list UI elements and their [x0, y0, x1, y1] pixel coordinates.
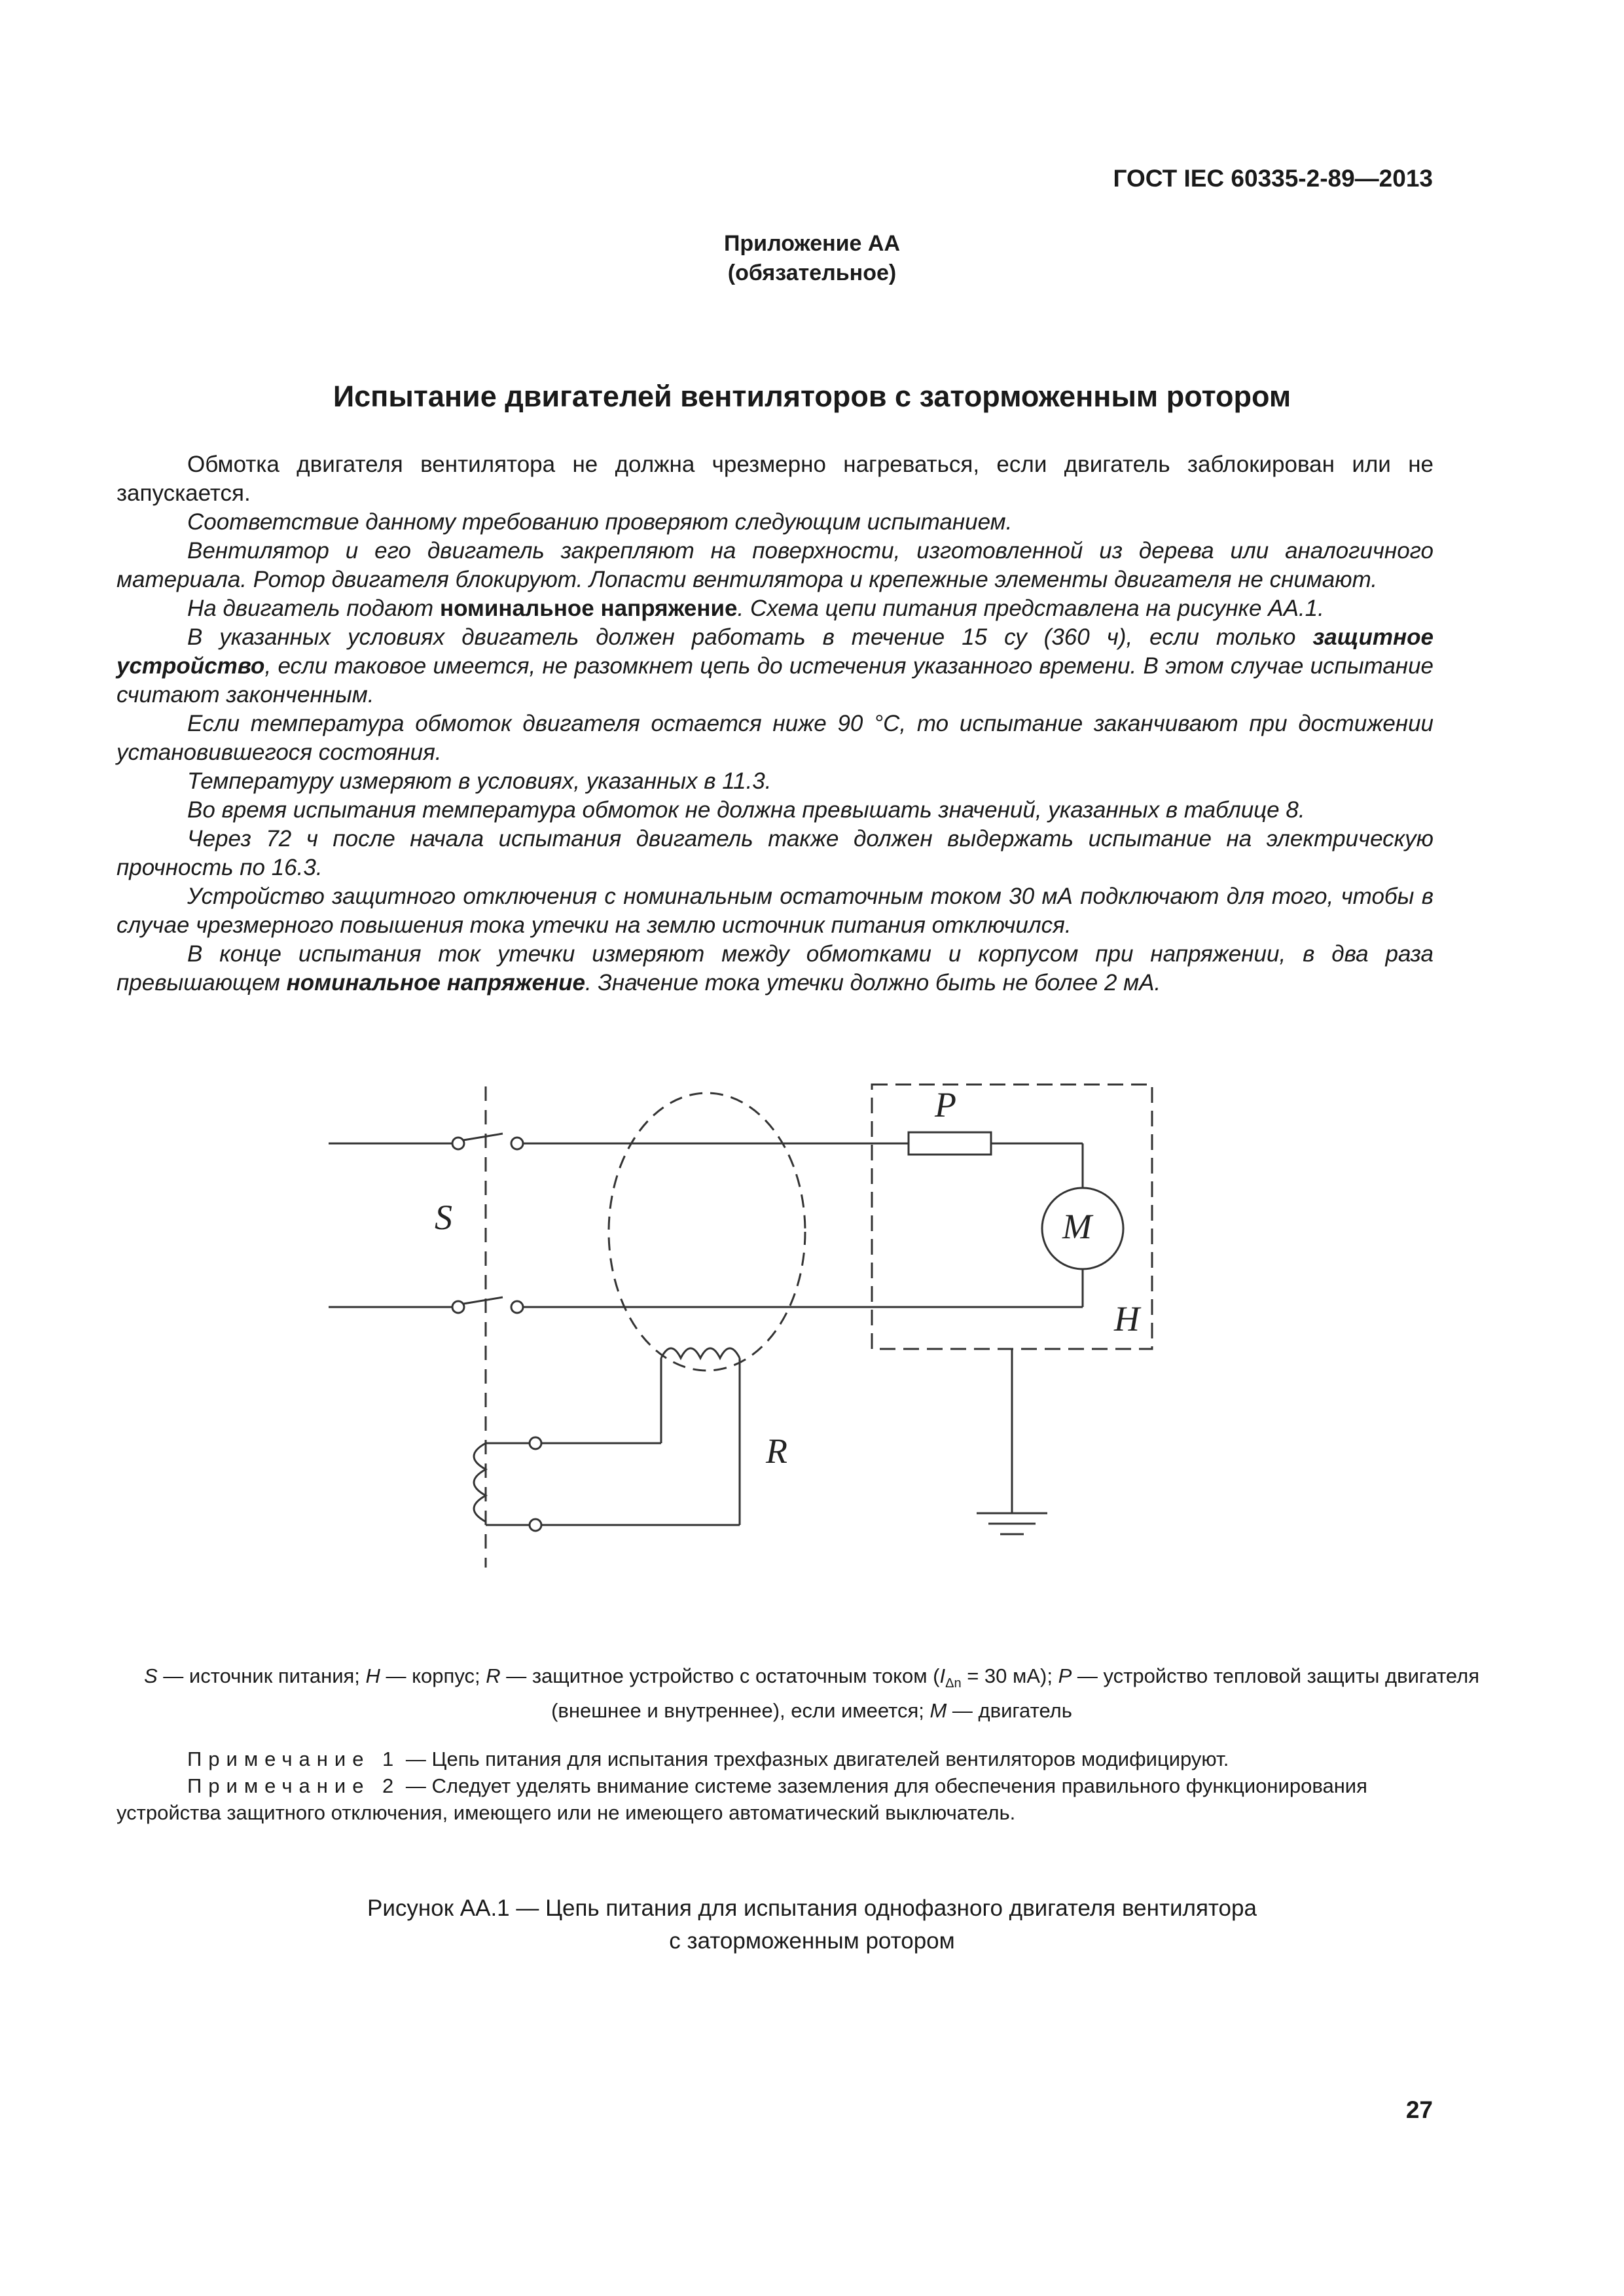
legend-symbol: I [939, 1664, 946, 1687]
caption-line: с заторможенным ротором [669, 1928, 955, 1954]
legend-text: = 30 мА); [961, 1664, 1058, 1687]
legend-symbol: M [929, 1699, 947, 1723]
label-p: P [935, 1085, 956, 1124]
paragraph-text: Во время испытания температура обмоток не должна превышать значений, указанных в таблице 8. [187, 797, 1305, 823]
label-r: R [766, 1431, 787, 1471]
paragraph-text: Через 72 ч после начала испытания двигатель также должен выдержать испытание на электрическую прочность по 16.3. [117, 826, 1434, 880]
paragraph-text: На двигатель подают [187, 596, 440, 621]
switch-contact [511, 1138, 523, 1149]
legend-text: — источник питания; [157, 1664, 366, 1687]
annex-label: Приложение АА [723, 231, 901, 256]
thermal-protector-p [909, 1132, 991, 1155]
term-protective-device: защитное устройство [117, 624, 1434, 679]
paragraph-text: . Схема цепи питания представлена на рисунке АА.1. [737, 596, 1324, 621]
switch-blade [463, 1297, 503, 1304]
note-text: — Цепь питания для испытания трехфазных двигателей вентиляторов модифицируют. [400, 1748, 1229, 1770]
paragraph-text: , если таковое имеется, не разомкнет цепь до истечения указанного времени. В этом случае испытание считают законченным. [117, 653, 1434, 708]
note-label: Примечание 2 [187, 1774, 401, 1797]
figure-notes [117, 1746, 1434, 1826]
legend-text: — корпус; [380, 1664, 486, 1687]
legend-text: — устройство тепловой защиты двигателя (внешнее и внутреннее), если имеется; [551, 1664, 1480, 1723]
switch-contact [452, 1138, 464, 1149]
section-title: Испытание двигателей вентиляторов с заторможенным ротором [333, 380, 1291, 413]
paragraph-text: Вентилятор и его двигатель закрепляют на поверхности, изготовленной из дерева или аналогичного материала. Ротор двигателя блокируют. Лопасти вентилятора и крепежные элементы двигателя не снимают. [117, 538, 1434, 592]
legend-symbol: R [486, 1664, 501, 1687]
note-label: Примечание 1 [187, 1748, 401, 1770]
legend-text: — защитное устройство с остаточным током ( [500, 1664, 940, 1687]
terminal [530, 1437, 541, 1449]
note-text: — Следует уделять внимание системе заземления для обеспечения правильного функционирования устройства защитного отключения, имеющего или не имеющего автоматический выключатель. [117, 1774, 1367, 1824]
figure-caption [0, 1892, 1624, 1958]
legend-symbol: P [1058, 1664, 1072, 1687]
note-2 [117, 1772, 1434, 1826]
paragraph-text: Устройство защитного отключения с номинальным остаточным током 30 мА подключают для того, чтобы в случае чрезмерного повышения тока утечки на землю источник питания отключился. [117, 884, 1434, 938]
paragraph-text: Температуру измеряют в условиях, указанных в 11.3. [187, 768, 772, 794]
paragraph-text: Если температура обмоток двигателя остается ниже 90 °С, то испытание заканчивают при достижении установившегося состояния. [117, 711, 1434, 765]
legend-subscript: Δn [945, 1676, 962, 1691]
paragraph-text: . Значение тока утечки должно быть не более 2 мА. [585, 970, 1161, 996]
legend-symbol: H [365, 1664, 380, 1687]
rcd-core [609, 1093, 805, 1371]
switch-contact [452, 1301, 464, 1313]
paragraph-text: В указанных условиях двигатель должен работать в течение 15 су (360 ч), если только [187, 624, 1313, 650]
paragraph-text: В конце испытания ток утечки измеряют между обмотками и корпусом при напряжении, в два раза превышающем [117, 941, 1434, 996]
legend-symbol: S [143, 1664, 158, 1687]
switch-blade [463, 1134, 503, 1140]
switch-contact [511, 1301, 523, 1313]
standard-number: ГОСТ IEC 60335-2-89—2013 [1113, 165, 1433, 192]
caption-line: Рисунок АА.1 — Цепь питания для испытания однофазного двигателя вентилятора [367, 1895, 1257, 1921]
label-s: S [435, 1198, 452, 1237]
paragraph: Обмотка двигателя вентилятора не должна чрезмерно нагреваться, если двигатель заблокирован или не запускается. [117, 452, 1434, 506]
trip-coil [474, 1443, 486, 1522]
figure-legend [137, 1662, 1486, 1724]
annex-status: (обязательное) [727, 260, 897, 285]
paragraph-text: Соответствие данному требованию проверяют следующим испытанием. [187, 509, 1013, 535]
legend-text: — двигатель [947, 1699, 1072, 1723]
label-h: H [1114, 1299, 1140, 1338]
page-number: 27 [1405, 2096, 1433, 2123]
sense-coil [661, 1348, 740, 1358]
terminal [530, 1519, 541, 1531]
label-m: M [1062, 1207, 1092, 1246]
note-1 [117, 1746, 1434, 1772]
term-rated-voltage: номинальное напряжение [286, 970, 585, 996]
term-rated-voltage: номинальное напряжение [439, 596, 738, 621]
